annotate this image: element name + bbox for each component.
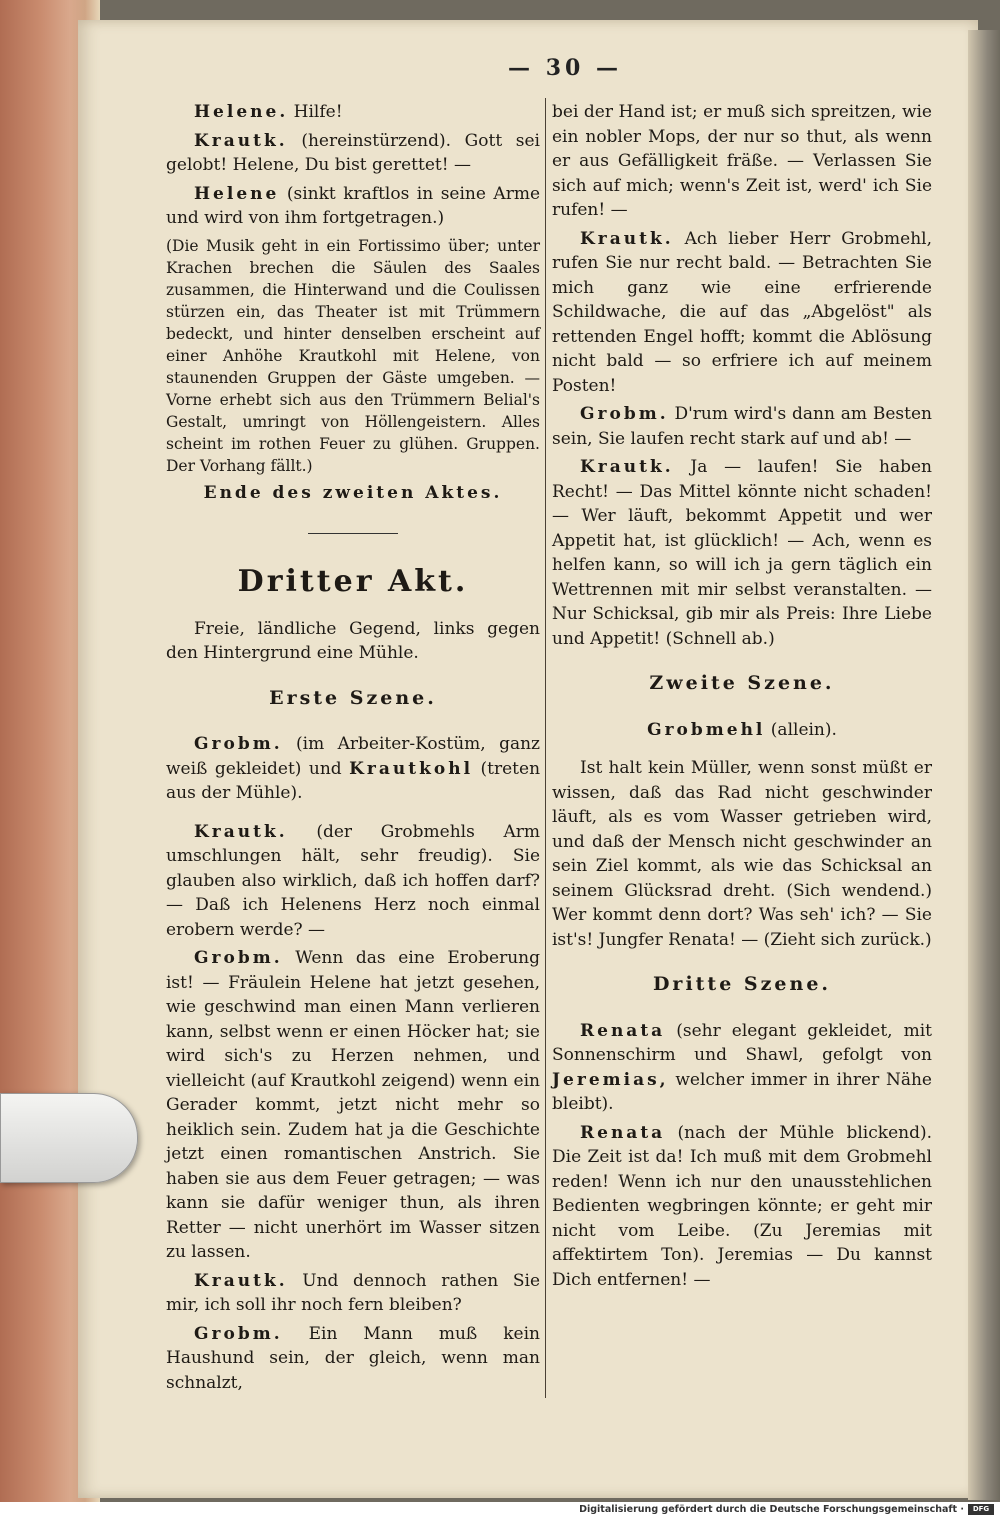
act-title: Dritter Akt. (237, 564, 469, 599)
dialogue-line (166, 100, 540, 125)
left-column (166, 100, 540, 1399)
dialogue-text: (hereinstürzend). Gott sei gelobt! Helene, Du bist gerettet! — (166, 130, 540, 175)
dialogue-line (166, 1322, 540, 1396)
speaker-name: Krautk. (580, 457, 674, 477)
cast-note: (im Arbeiter-Kostüm, ganz weiß gekleidet) und (166, 734, 540, 779)
cast-note: welcher immer in ihrer Nähe bleibt). (552, 1069, 932, 1114)
dialogue-continuation: bei der Hand ist; er muß sich spreitzen, wie ein nobler Mops, der nur so thut, als wenn er aus Gefälligkeit fräße. — Verlassen Sie sich auf mich; wenn's Zeit ist, werd' ich Sie rufen! — (552, 102, 932, 220)
section-rule (308, 533, 398, 534)
speaker-name: Grobm. (194, 734, 283, 754)
dialogue-text: Ja — laufen! Sie haben Recht! — Das Mittel könnte nicht schaden! — Wer läuft, bekommt Appetit und wer Appetit hat, ist glücklich! — Ach, wenn es helfen kann, so will ich ja gern täglich ein Wettrennen mit mir selbst veranstalten. — Nur Schicksal, gib mir als Preis: Ihre Liebe und Appetit! (Schnell ab.) (552, 457, 933, 649)
setting-description: Freie, ländliche Gegend, links gegen den Hintergrund eine Mühle. (166, 618, 540, 663)
dialogue-line (166, 129, 540, 178)
scene-cast (166, 732, 540, 806)
dfg-logo: DFG (968, 1504, 994, 1515)
speaker-name: Renata (580, 1020, 666, 1041)
dialogue-text: Ach lieber Herr Grobmehl, rufen Sie nur recht bald. — Betrachten Sie mich ganz wie eine erfrierende Schildwache, die auf das „Abgelöst" als rettenden Engel hofft; kommt die Ablösung nicht bald — so erfriere ich auf meinem Posten! (552, 228, 932, 396)
speaker-name: Grobm. (194, 1323, 283, 1344)
end-of-act: Ende des zweiten Aktes. (203, 482, 503, 503)
dialogue-line (166, 182, 540, 231)
speaker-name: Renata (580, 1122, 666, 1143)
speaker-name: Grobm. (194, 948, 283, 968)
scene-cast (552, 718, 932, 743)
cast-note: (allein). (770, 719, 837, 740)
speaker-name: Krautk. (194, 1270, 288, 1291)
scene-title: Erste Szene. (269, 686, 437, 709)
dialogue-text: Wenn das eine Eroberung ist! — Fräulein Helene hat jetzt gesehen, wie geschwind man einen Mann verlieren kann, selbst wenn er einen Höcker hat; sie wird sich's zu Herzen nehmen, und vielleicht (auf Krautkohl zeigend) wenn ein Gerader kommt, jetzt nicht mehr so heiklich sein. Zudem hat ja die Geschichte jetzt einen romantischen Anstrich. Sie haben sie aus dem Feuer getragen; — was kann sie dafür weniger thun, als ihren Retter — nicht unerhört im Wasser sitzen zu lassen. (166, 948, 541, 1262)
dialogue-line (166, 1269, 540, 1318)
page-number: — 30 — (508, 55, 622, 81)
speaker-name: Krautk. (580, 228, 674, 249)
dialogue-line (166, 946, 540, 1265)
stage-direction: (Die Musik geht in ein Fortissimo über; unter Krachen brechen die Säulen des Saales zusammen, die Hinterwand und die Coulissen stürzen ein, das Theater ist mit Trümmern bedeckt, und hinter denselben erscheint auf einer Anhöhe Krautkohl mit Helene, von staunenden Gruppen der Gäste umgeben. — Vorne erhebt sich aus den Trümmern Belial's Gestalt, umringt von Höllengeistern. Alles scheint im rothen Feuer zu glühen. Gruppen. Der Vorhang fällt.) (166, 236, 540, 475)
dialogue-line (552, 455, 932, 651)
footer-credit: Digitalisierung gefördert durch die Deutsche Forschungsgemeinschaft · (579, 1504, 964, 1515)
speaker-name: Helene (194, 183, 280, 204)
dialogue-line (166, 820, 540, 943)
dialogue-text: (sinkt kraftlos in seine Arme und wird von ihm fortgetragen.) (166, 183, 541, 228)
dialogue-text: (der Grobmehls Arm umschlungen hält, sehr freudig). Sie glauben also wirklich, daß ich hoffen darf? — Daß ich Helenens Herz noch einmal erobern werde? — (166, 821, 541, 940)
cast-note: (sehr elegant gekleidet, mit Sonnenschirm und Shawl, gefolgt von (552, 1020, 933, 1065)
scene-title: Zweite Szene. (649, 672, 835, 694)
scene-cast (552, 1019, 932, 1117)
speaker-name: Grobm. (580, 404, 669, 424)
dialogue-text: (nach der Mühle blickend). Die Zeit ist da! Ich muß mit dem Grobmehl reden! Wenn ich nur den unausstehlichen Bedienten wegbringen könnte; er geht mir nicht vom Leibe. (Zu Jeremias mit affektirtem Ton). Jeremias — Du kannst Dich entfernen! — (552, 1122, 932, 1290)
speaker-name: Krautkohl (349, 758, 474, 779)
dialogue-line (552, 1121, 932, 1293)
speaker-name: Krautk. (194, 130, 288, 151)
cast-note: (treten aus der Mühle). (166, 758, 541, 803)
monologue: Ist halt kein Müller, wenn sonst müßt er wissen, daß das Rad nicht geschwinder läuft, als es vom Wasser getrieben wird, und daß der Mensch nicht geschwinder an sein Ziel kommt, als wie das Schicksal an seinem Glücksrad dreht. (Sich wendend.) Wer kommt denn dort? Was seh' ich? — Sie ist's! Jungfer Renata! — (Zieht sich zurück.) (552, 758, 932, 950)
speaker-name: Jeremias, (552, 1069, 669, 1090)
dialogue-text: D'rum wird's dann am Besten sein, Sie laufen recht stark auf und ab! — (552, 404, 932, 449)
spacer (166, 810, 540, 820)
column-divider (545, 98, 546, 1398)
footer-bar (0, 1502, 1000, 1517)
dialogue-line (552, 227, 932, 399)
spacer (552, 746, 932, 756)
speaker-name: Krautk. (194, 821, 288, 842)
dialogue-text: Hilfe! (293, 102, 343, 122)
page-edge-shadow (968, 30, 1000, 1500)
dialogue-line (552, 402, 932, 451)
right-column (552, 100, 932, 1296)
dialogue-text: Ein Mann muß kein Haushund sein, der gleich, wenn man schnalzt, (166, 1323, 540, 1393)
dialogue-text: Und dennoch rathen Sie mir, ich soll ihr noch fern bleiben? (166, 1270, 540, 1315)
speaker-name: Helene. (194, 102, 289, 122)
scene-title: Dritte Szene. (652, 973, 832, 995)
speaker-name: Grobmehl (647, 719, 766, 740)
page-clip (0, 1093, 138, 1183)
